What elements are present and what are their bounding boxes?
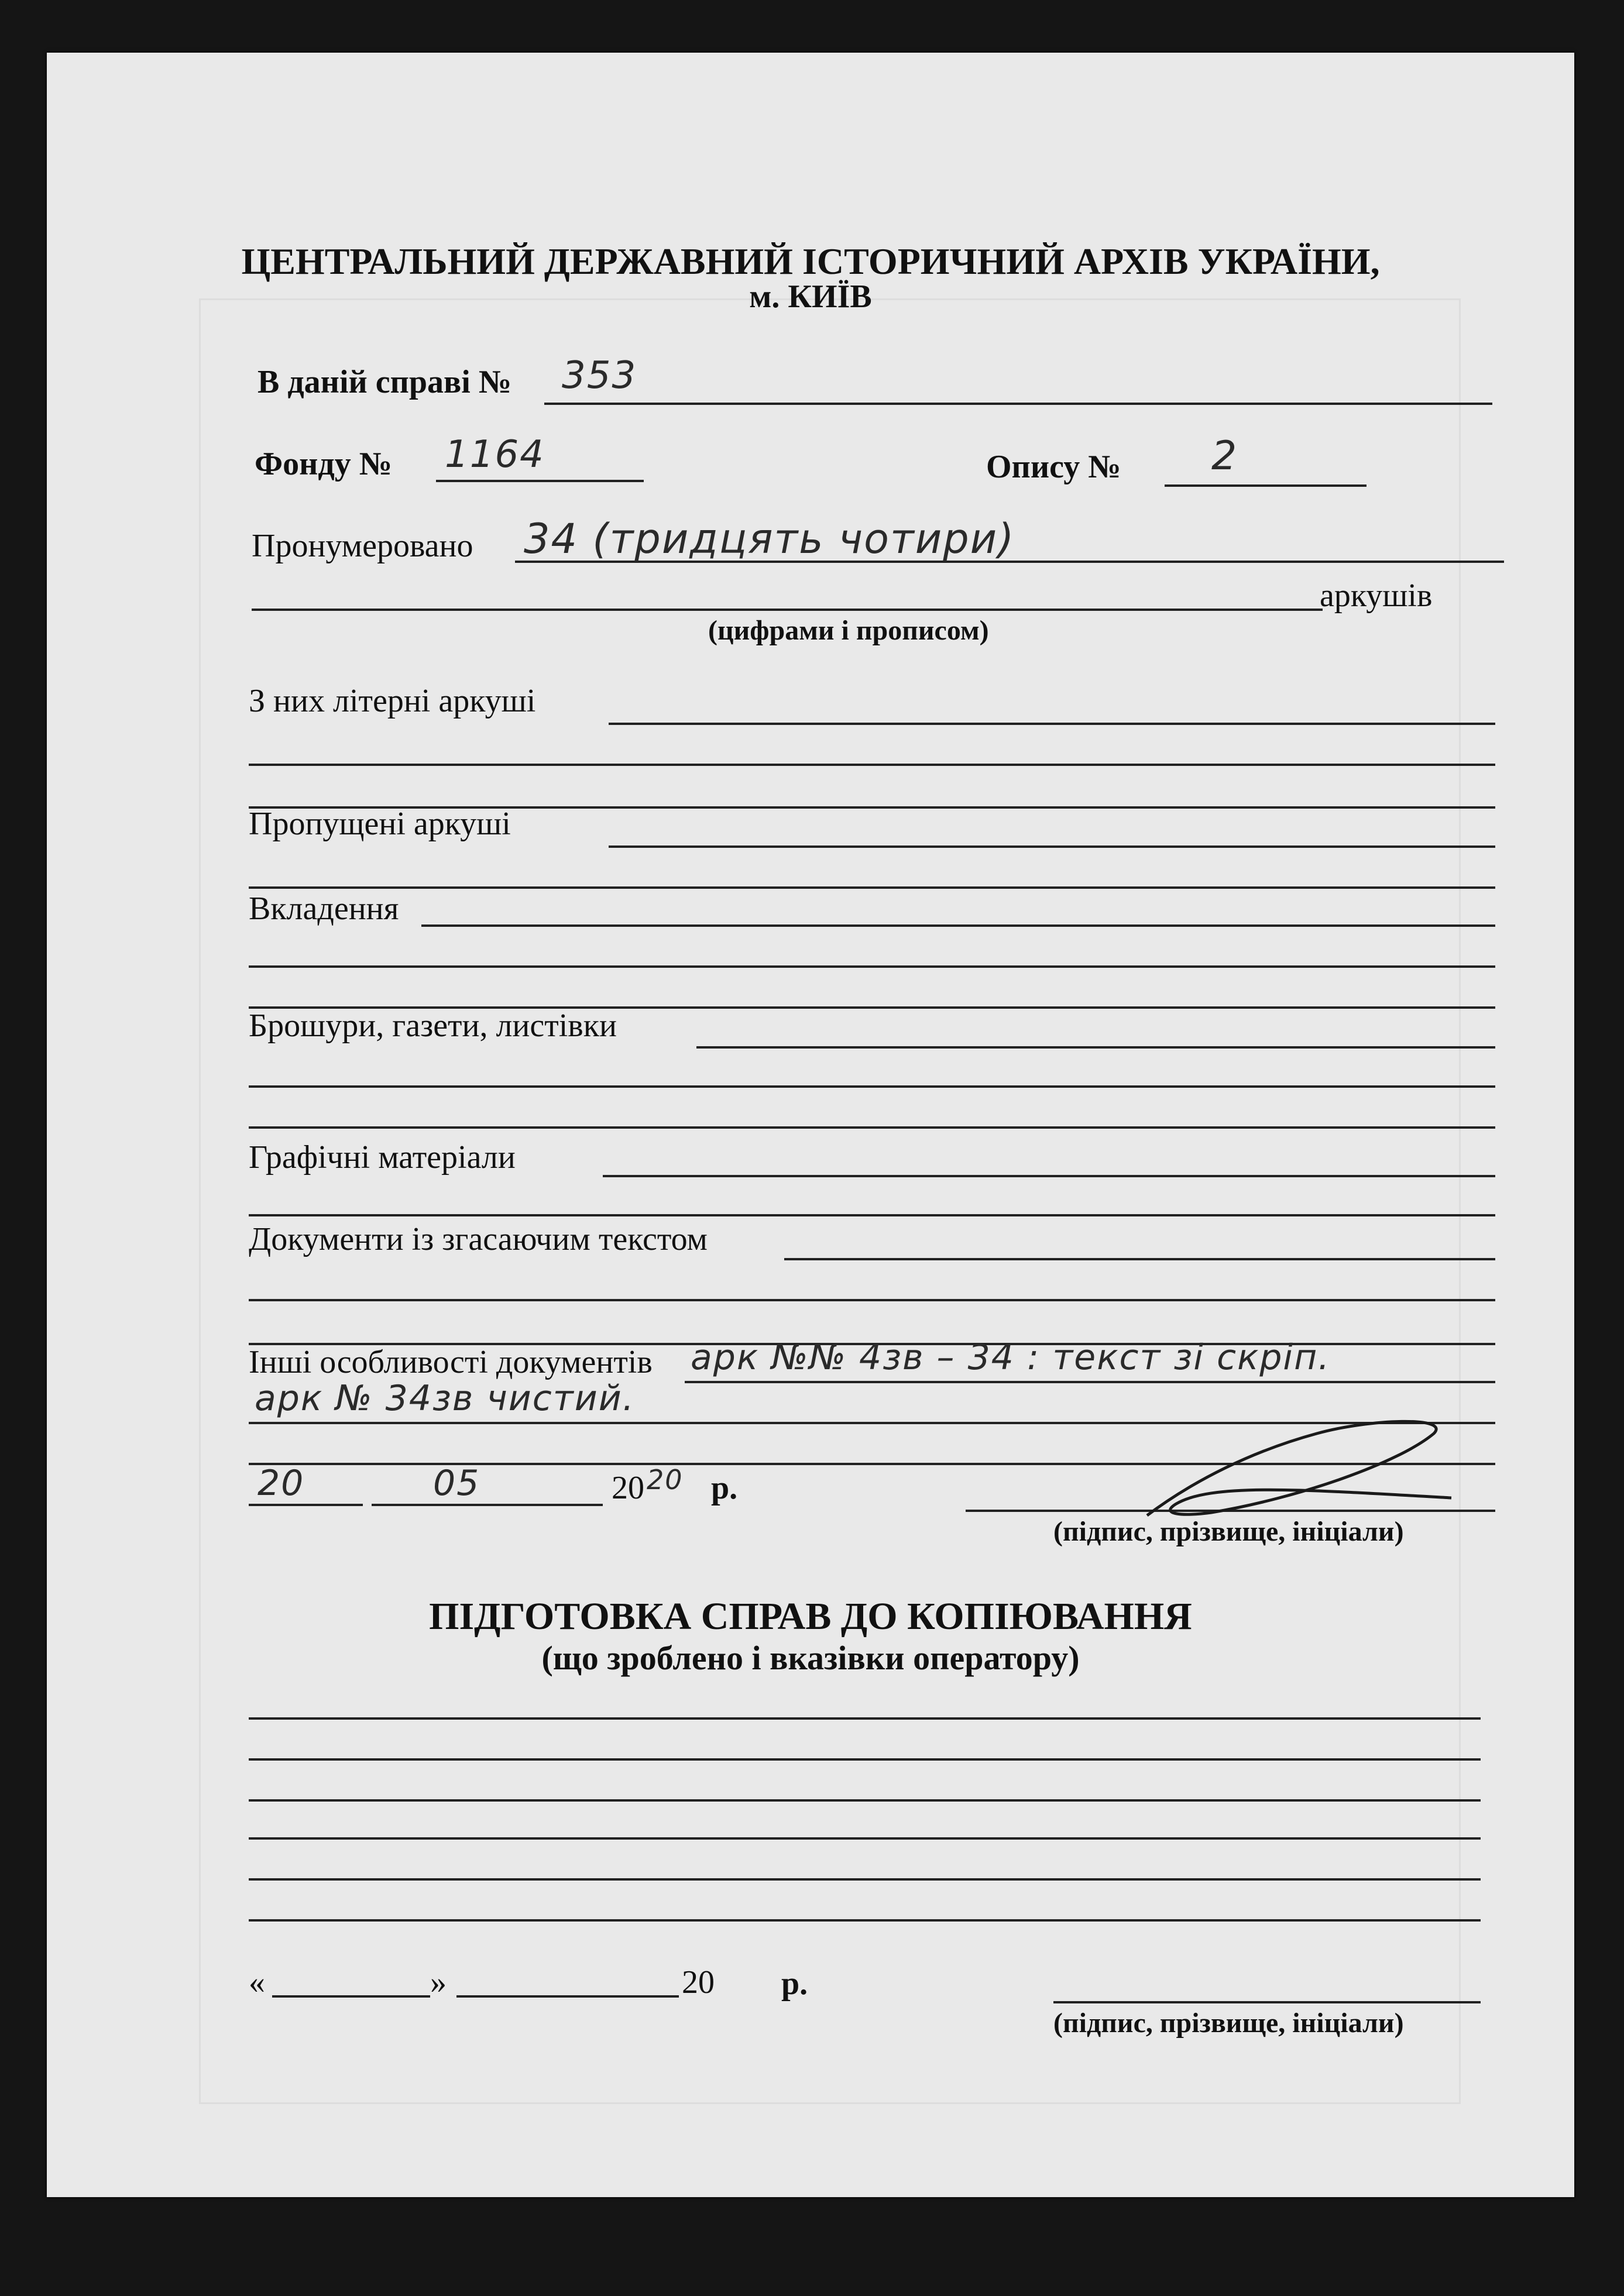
instructions-line [249,1717,1481,1720]
date2-month-line [456,1995,679,1998]
field-line [609,845,1495,848]
section2-title: ПІДГОТОВКА СПРАВ ДО КОПІЮВАННЯ [429,1595,1192,1638]
fond-line [436,480,644,482]
signature2-line [1053,2001,1481,2003]
instructions-line [249,1837,1481,1840]
field-line [249,965,1495,968]
fond-value: 1164 [445,433,545,476]
numbered-line-2 [252,609,1323,611]
bleed-through-table [199,298,1461,2104]
date2-close-quote: » [430,1964,447,2001]
day-line [249,1504,363,1506]
case-line [544,403,1492,405]
numbered-value: 34 (тридцять чотири) [524,515,1015,563]
instructions-line [249,1878,1481,1881]
section2-subtitle: (що зроблено і вказівки оператору) [541,1639,1080,1677]
opys-label: Опису № [986,449,1121,485]
field-line [696,1046,1495,1049]
missing-sheets-label: Пропущені аркуші [249,806,511,842]
field-line [249,764,1495,766]
case-value: 353 [562,354,637,397]
date2-day-line [272,1995,430,1998]
city-title: м. КИЇВ [749,279,872,315]
date1-year-prefix: 20 [612,1470,644,1506]
opys-line [1165,484,1367,487]
fond-label: Фонду № [255,446,392,482]
date1-suffix: р. [711,1470,738,1506]
date1-day: 20 [257,1463,305,1504]
field-line [609,723,1495,725]
date2-open-quote: « [249,1964,265,2001]
field-line [685,1381,1495,1383]
signature-scribble [1124,1416,1475,1527]
fading-label: Документи із згасаючим текстом [249,1221,708,1257]
signature2-caption: (підпис, прізвище, ініціали) [1053,2008,1404,2039]
date2-year-prefix: 20 [682,1964,715,2001]
brochures-label: Брошури, газети, листівки [249,1008,617,1044]
field-line [784,1258,1495,1260]
institution-title: ЦЕНТРАЛЬНИЙ ДЕРЖАВНИЙ ІСТОРИЧНИЙ АРХІВ УКРАЇНИ, [241,240,1380,282]
literal-sheets-label: З них літерні аркуші [249,683,536,719]
numbered-label: Пронумеровано [252,528,473,564]
numbered-caption: (цифрами і прописом) [708,615,989,646]
month-line [372,1504,603,1506]
date2-suffix: р. [781,1965,808,2002]
field-line [249,1085,1495,1088]
instructions-line [249,1758,1481,1761]
opys-value: 2 [1211,433,1238,479]
field-line [421,924,1495,927]
other-note-1: арк №№ 4зв – 34 : текст зі скріп. [691,1337,1331,1378]
sheets-suffix: аркушів [1320,578,1433,614]
field-line [249,1214,1495,1216]
field-line [603,1175,1495,1177]
other-note-2: арк № 34зв чистий. [255,1378,635,1419]
field-line [249,886,1495,889]
archive-form-page [47,53,1574,2197]
date1-year-hand: 20 [647,1464,684,1496]
field-line [249,1299,1495,1301]
attachments-label: Вкладення [249,891,399,927]
date1-month: 05 [433,1463,480,1504]
field-line [249,1126,1495,1129]
instructions-line [249,1919,1481,1922]
signature-caption: (підпис, прізвище, ініціали) [1053,1516,1404,1547]
other-label: Інші особливості документів [249,1344,653,1380]
case-label: В даній справі № [257,364,512,400]
instructions-line [249,1799,1481,1802]
graphics-label: Графічні матеріали [249,1139,516,1176]
